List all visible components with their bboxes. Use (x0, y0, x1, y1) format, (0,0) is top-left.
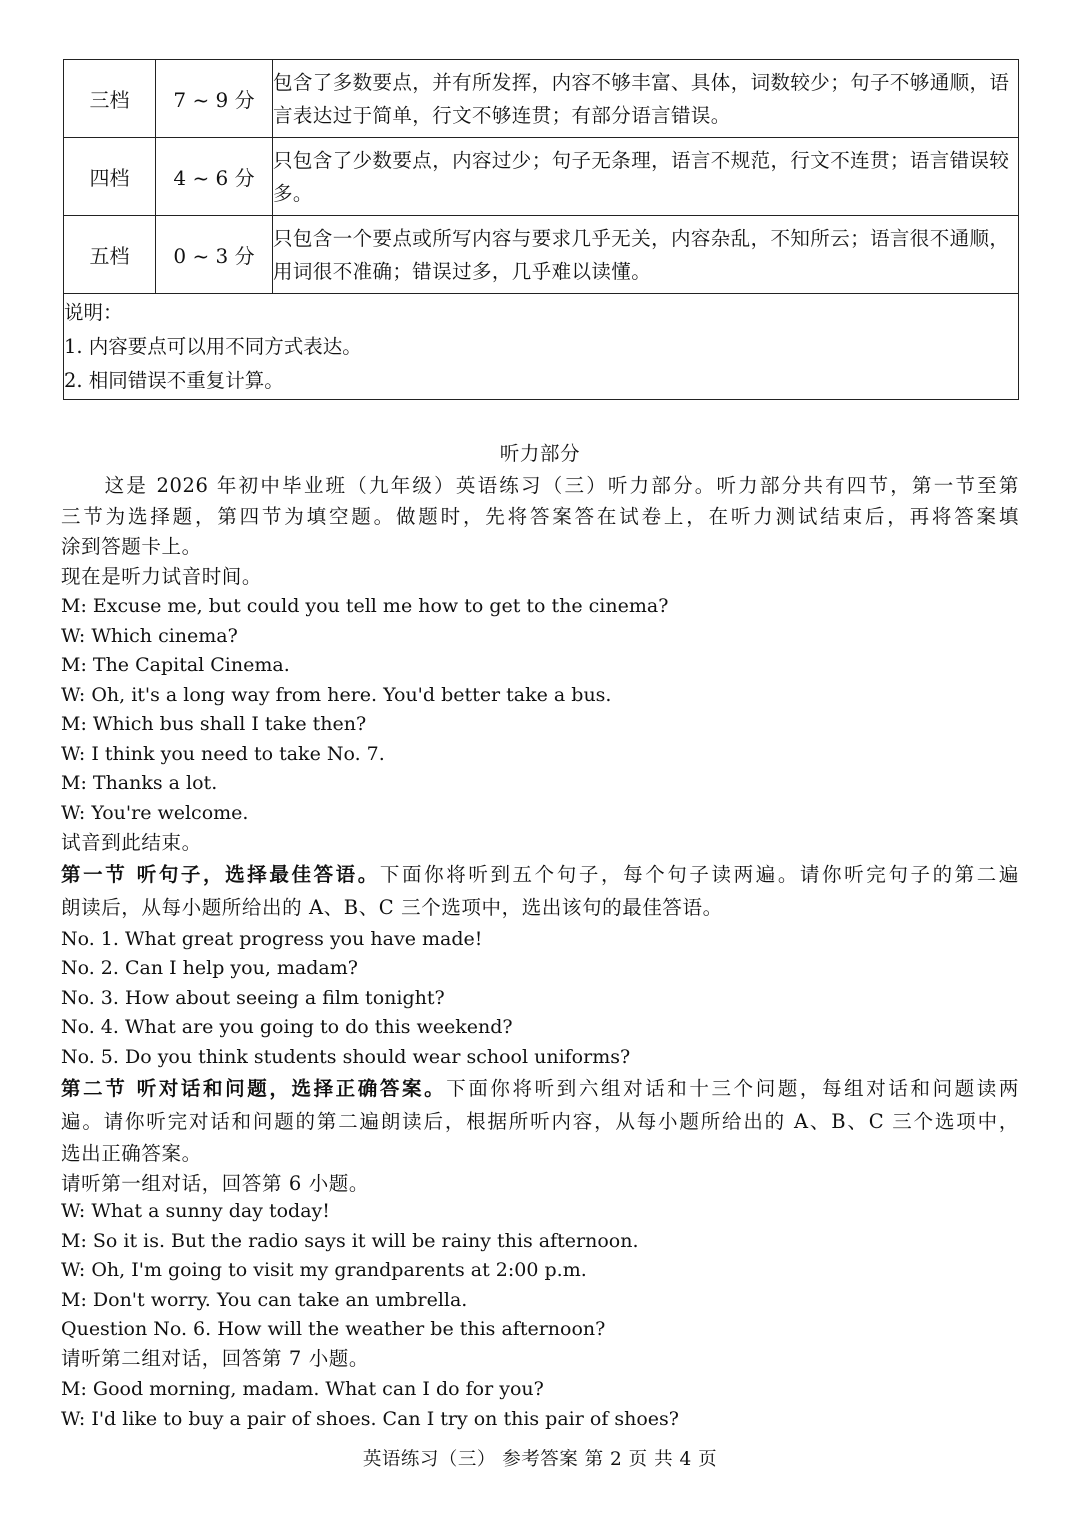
question-line: No. 4. What are you going to do this weekend? (61, 1016, 513, 1038)
dialogue-line: W: Oh, I'm going to visit my grandparents at 2:00 p.m. (61, 1259, 587, 1281)
question-line: No. 1. What great progress you have made! (61, 928, 483, 950)
group-prompt: 请听第二组对话，回答第 7 小题。 (61, 1347, 370, 1370)
intro-line: 三节为选择题，第四节为填空题。做题时，先将答案答在试卷上，在听力测试结束后，再将答案填 (61, 505, 1019, 528)
band-score: 0 ~ 3 分 (156, 216, 273, 294)
rubric-notes-row (64, 294, 1019, 400)
section2-instructions (61, 1077, 1019, 1101)
notes-heading: 说明： (64, 300, 123, 324)
dialogue-line: M: Thanks a lot. (61, 772, 218, 794)
section1-heading: 第一节 听句子，选择最佳答语。 (61, 863, 380, 886)
dialogue-line: M: The Capital Cinema. (61, 654, 290, 676)
intro-line-text: 这是 2026 年初中毕业班（九年级）英语练习（三）听力部分。听力部分共有四节，第一节至第 (103, 474, 1019, 497)
page-footer: 英语练习（三） 参考答案 第 2 页 共 4 页 (362, 1449, 718, 1470)
dialogue-line: W: Which cinema? (61, 625, 238, 647)
question-line: No. 3. How about seeing a film tonight? (61, 987, 445, 1009)
section1-instr-line: 朗读后，从每小题所给出的 A、B、C 三个选项中，选出该句的最佳答语。 (61, 896, 723, 919)
section2-instr-line: 遍。请你听完对话和问题的第二遍朗读后，根据所听内容，从每小题所给出的 A、B、C 三个选项中， (61, 1110, 1019, 1133)
rubric-row (64, 60, 1019, 138)
question-line: No. 5. Do you think students should wear school uniforms? (61, 1046, 631, 1068)
writing-rubric-table (63, 59, 1019, 400)
intro-line (61, 474, 1019, 498)
rubric-row (64, 138, 1019, 216)
trial-start: 现在是听力试音时间。 (61, 565, 263, 588)
dialogue-line: M: Don't worry. You can take an umbrella. (61, 1289, 468, 1311)
band-score: 7 ~ 9 分 (156, 60, 273, 138)
section1-instructions (61, 863, 1019, 887)
question-line: No. 2. Can I help you, madam? (61, 957, 358, 979)
dialogue-line: W: I'd like to buy a pair of shoes. Can I try on this pair of shoes? (61, 1408, 679, 1430)
band-name: 五档 (64, 216, 156, 294)
band-description: 包含了多数要点，并有所发挥，内容不够丰富、具体，词数较少；句子不够通顺，语言表达过于简单，行文不够连贯；有部分语言错误。 (273, 60, 1019, 138)
listening-title: 听力部分 (499, 442, 581, 465)
band-name: 四档 (64, 138, 156, 216)
note-item: 1. 内容要点可以用不同方式表达。 (64, 334, 362, 358)
question-line: Question No. 6. How will the weather be this afternoon? (61, 1318, 606, 1340)
dialogue-line: M: Which bus shall I take then? (61, 713, 367, 735)
band-description: 只包含了少数要点，内容过少；句子无条理，语言不规范，行文不连贯；语言错误较多。 (273, 138, 1019, 216)
note-item: 2. 相同错误不重复计算。 (64, 368, 284, 392)
dialogue-line: M: Excuse me, but could you tell me how to get to the cinema? (61, 595, 669, 617)
dialogue-line: W: What a sunny day today! (61, 1200, 330, 1222)
intro-line: 涂到答题卡上。 (61, 535, 202, 558)
dialogue-line: M: Good morning, madam. What can I do for you? (61, 1378, 544, 1400)
dialogue-line: W: You're welcome. (61, 802, 249, 824)
section2-heading: 第二节 听对话和问题，选择正确答案。 (61, 1077, 447, 1100)
trial-end: 试音到此结束。 (61, 831, 202, 854)
dialogue-line: W: I think you need to take No. 7. (61, 743, 385, 765)
dialogue-line: W: Oh, it's a long way from here. You'd better take a bus. (61, 684, 612, 706)
rubric-notes (64, 294, 1019, 400)
band-name: 三档 (64, 60, 156, 138)
dialogue-line: M: So it is. But the radio says it will be rainy this afternoon. (61, 1230, 639, 1252)
section2-instr-text: 下面你将听到六组对话和十三个问题，每组对话和问题读两 (446, 1077, 1019, 1100)
band-score: 4 ~ 6 分 (156, 138, 273, 216)
section1-instr-text: 下面你将听到五个句子，每个句子读两遍。请你听完句子的第二遍 (379, 863, 1019, 886)
rubric-row (64, 216, 1019, 294)
band-description: 只包含一个要点或所写内容与要求几乎无关，内容杂乱，不知所云；语言很不通顺，用词很不准确；错误过多，几乎难以读懂。 (273, 216, 1019, 294)
group-prompt: 请听第一组对话，回答第 6 小题。 (61, 1172, 370, 1195)
section2-instr-line: 选出正确答案。 (61, 1142, 202, 1165)
